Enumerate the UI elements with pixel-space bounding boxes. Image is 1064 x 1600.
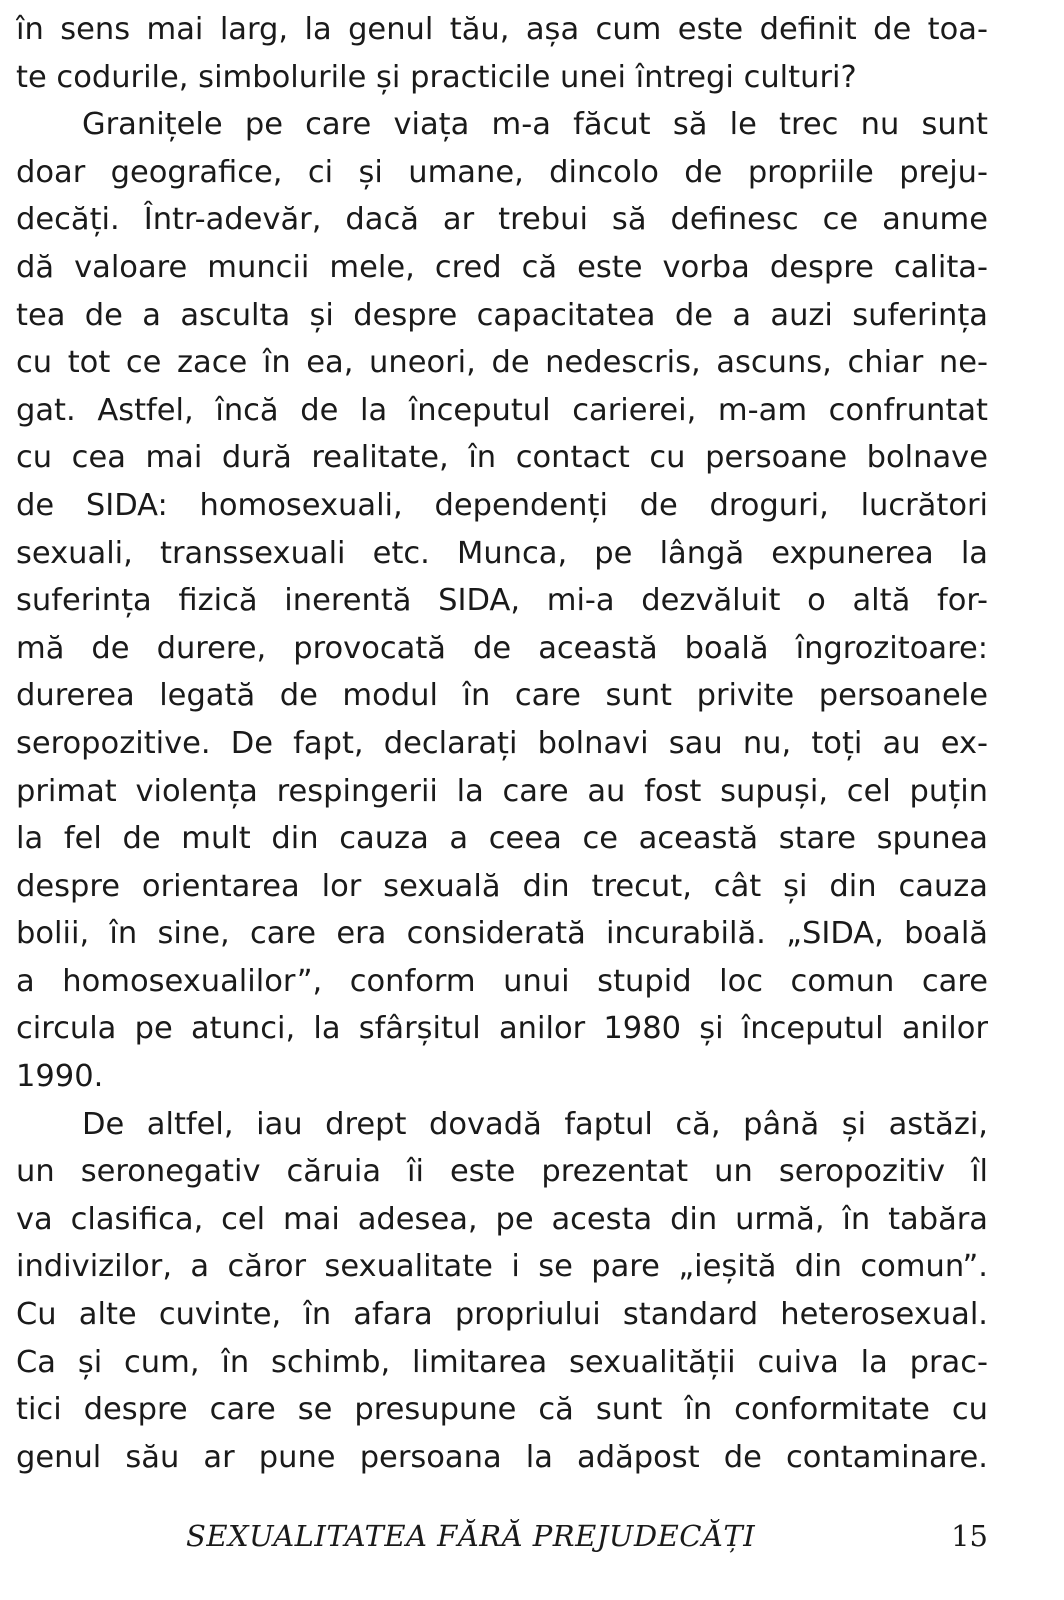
text-line: la fel de mult din cauza a ceea ce această stare spunea (16, 821, 988, 857)
page-footer (16, 1514, 988, 1558)
text-line: un seronegativ căruia îi este prezentat un seropozitiv îl (16, 1154, 988, 1190)
text-line: 1990. (16, 1059, 104, 1095)
text-line: de SIDA: homosexuali, dependenți de droguri, lucrători (16, 487, 988, 523)
text-line: circula pe atunci, la sfârșitul anilor 1980 și începutul anilor (16, 1011, 988, 1047)
text-line: De altfel, iau drept dovadă faptul că, până și astăzi, (82, 1106, 988, 1142)
text-line: bolii, în sine, care era considerată incurabilă. „SIDA, boală (16, 916, 988, 952)
text-line: a homosexualilor”, conform unui stupid loc comun care (16, 963, 988, 999)
text-line: indivizilor, a căror sexualitate i se pare „ieșită din comun”. (16, 1249, 988, 1285)
text-line: primat violența respingerii la care au fost supuși, cel puțin (16, 773, 988, 809)
text-line: mă de durere, provocată de această boală îngrozitoare: (16, 630, 988, 666)
page-number: 15 (951, 1519, 988, 1553)
text-line: cu tot ce zace în ea, uneori, de nedescris, ascuns, chiar ne- (16, 345, 988, 381)
text-line: Granițele pe care viața m-a făcut să le trec nu sunt (82, 107, 988, 143)
text-line: genul său ar pune persoana la adăpost de contaminare. (16, 1439, 988, 1475)
text-line: decăți. Într-adevăr, dacă ar trebui să definesc ce anume (16, 202, 988, 238)
body-text (16, 6, 988, 1481)
text-line: Cu alte cuvinte, în afara propriului standard heterosexual. (16, 1297, 988, 1333)
text-line: durerea legată de modul în care sunt privite persoanele (16, 678, 988, 714)
text-line: tea de a asculta și despre capacitatea de a auzi suferința (16, 297, 988, 333)
text-line: sexuali, transsexuali etc. Munca, pe lângă expunerea la (16, 535, 988, 571)
text-line: seropozitive. De fapt, declarați bolnavi sau nu, toți au ex- (16, 725, 988, 761)
text-line: gat. Astfel, încă de la începutul carierei, m-am confruntat (16, 392, 988, 428)
text-line: tici despre care se presupune că sunt în conformitate cu (16, 1392, 988, 1428)
running-title: SEXUALITATEA FĂRĂ PREJUDECĂȚI (186, 1519, 756, 1553)
text-line: în sens mai larg, la genul tău, așa cum este definit de toa- (16, 12, 988, 47)
text-line: dă valoare muncii mele, cred că este vorba despre calita- (16, 249, 988, 285)
text-line: Ca și cum, în schimb, limitarea sexualității cuiva la prac- (16, 1344, 988, 1380)
text-line: suferința fizică inerentă SIDA, mi-a dezvăluit o altă for- (16, 583, 988, 619)
text-line: va clasifica, cel mai adesea, pe acesta din urmă, în tabăra (16, 1201, 988, 1237)
text-line: te codurile, simbolurile și practicile unei întregi culturi? (16, 59, 857, 95)
text-line: cu cea mai dură realitate, în contact cu persoane bolnave (16, 440, 988, 476)
text-line: doar geografice, ci și umane, dincolo de propriile preju- (16, 154, 988, 190)
text-line: despre orientarea lor sexuală din trecut, cât și din cauza (16, 868, 988, 904)
